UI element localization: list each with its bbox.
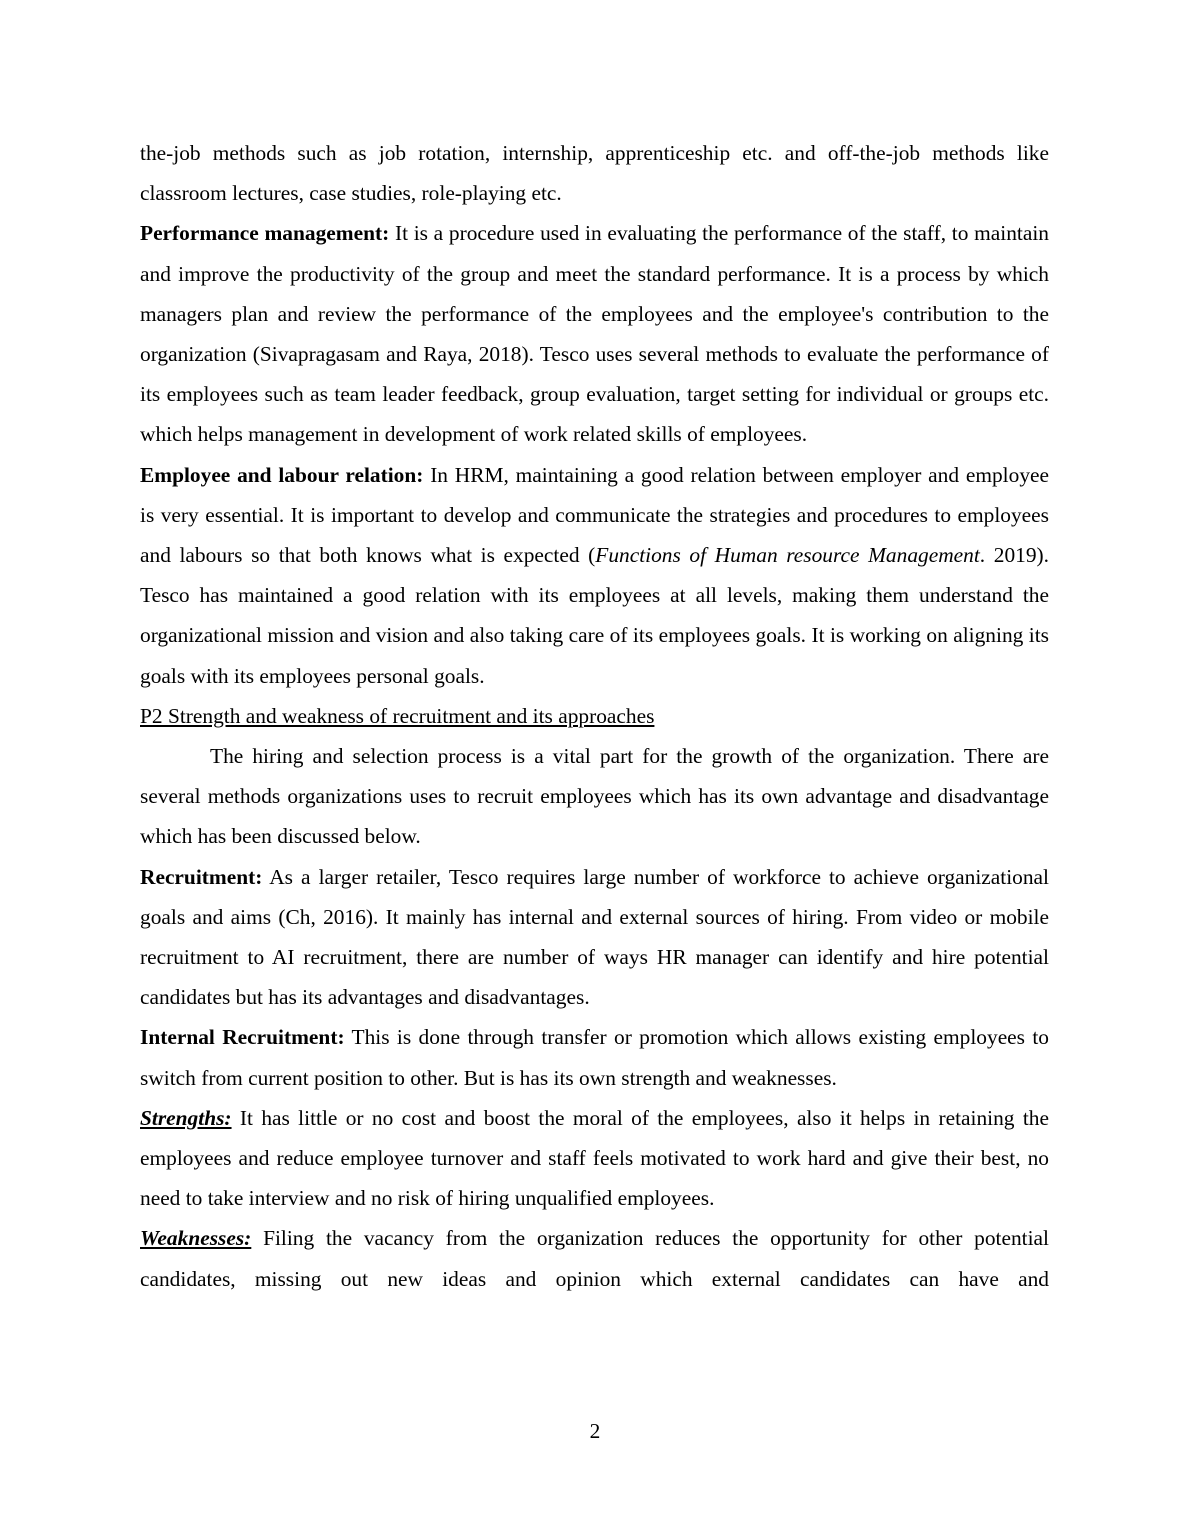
weaknesses-text: Filing the vacancy from the organization reduces the opportunity for other potential candidates, missing out new ideas and opinion which external candidates can have and: [140, 1226, 1049, 1291]
employee-labour-relation-text-1: In HRM, maintaining a good relation between employer and employee is very essential. It is important to develop and communicate the strategies and procedures to employees and labours so that both knows what is expected (: [140, 462, 1049, 568]
employee-labour-relation-text-2: . 2019). Tesco has maintained a good relation with its employees at all levels, making them understand the organizational mission and vision and also taking care of its employees goals. It is working on aligning its goals with its employees personal goals.: [140, 543, 1050, 688]
paragraph-performance-management: [140, 213, 1049, 454]
internal-recruitment-text: This is done through transfer or promotion which allows existing employees to switch from current position to other. But is has its own strength and weaknesses.: [140, 1025, 1049, 1090]
section-heading-p2: P2 Strength and weakness of recruitment and its approaches: [140, 703, 655, 728]
strengths-text: It has little or no cost and boost the moral of the employees, also it helps in retaining the employees and reduce employee turnover and staff feels motivated to work hard and give their best, no need to take interview and no risk of hiring unqualified employees.: [140, 1105, 1049, 1211]
paragraph-hiring-selection-text: The hiring and selection process is a vital part for the growth of the organization. There are several methods organizations uses to recruit employees which has its own advantage and disadvantage which has been discussed below.: [140, 744, 1049, 849]
strengths-label: Strengths:: [140, 1105, 232, 1130]
paragraph-strengths: [140, 1098, 1049, 1219]
recruitment-text: As a larger retailer, Tesco requires large number of workforce to achieve organizational goals and aims (Ch, 2016). It mainly has internal and external sources of hiring. From video or mobile recruitment to AI recruitment, there are number of ways HR manager can identify and hire potential candidates but has its advantages and disadvantages.: [140, 864, 1049, 1010]
paragraph-intro: [140, 133, 1049, 213]
paragraph-internal-recruitment: [140, 1017, 1049, 1097]
recruitment-label: Recruitment:: [140, 864, 263, 889]
internal-recruitment-label: Internal Recruitment:: [140, 1025, 345, 1050]
performance-management-label: Performance management:: [140, 221, 390, 246]
document-page: [140, 133, 1049, 1299]
performance-management-text: It is a procedure used in evaluating the performance of the staff, to maintain and improve the productivity of the group and meet the standard performance. It is a process by which managers plan and review the performance of the employees and the employee's contribution to the organization (Sivapragasam and Raya, 2018). Tesco uses several methods to evaluate the performance of its employees such as team leader feedback, group evaluation, target setting for individual or groups etc. which helps management in development of work related skills of employees.: [140, 221, 1049, 447]
paragraph-intro-text: the-job methods such as job rotation, internship, apprenticeship etc. and off-the-job methods like classroom lectures, case studies, role-playing etc.: [140, 141, 1049, 206]
weaknesses-label: Weaknesses:: [140, 1226, 252, 1251]
paragraph-weaknesses: [140, 1218, 1049, 1298]
page-number: 2: [589, 1419, 601, 1443]
paragraph-recruitment: [140, 857, 1049, 1018]
paragraph-employee-labour-relation: [140, 455, 1049, 696]
paragraph-hiring-selection: [140, 736, 1049, 857]
employee-labour-relation-label: Employee and labour relation:: [140, 462, 424, 487]
citation-functions-hrm: Functions of Human resource Management: [595, 543, 980, 568]
